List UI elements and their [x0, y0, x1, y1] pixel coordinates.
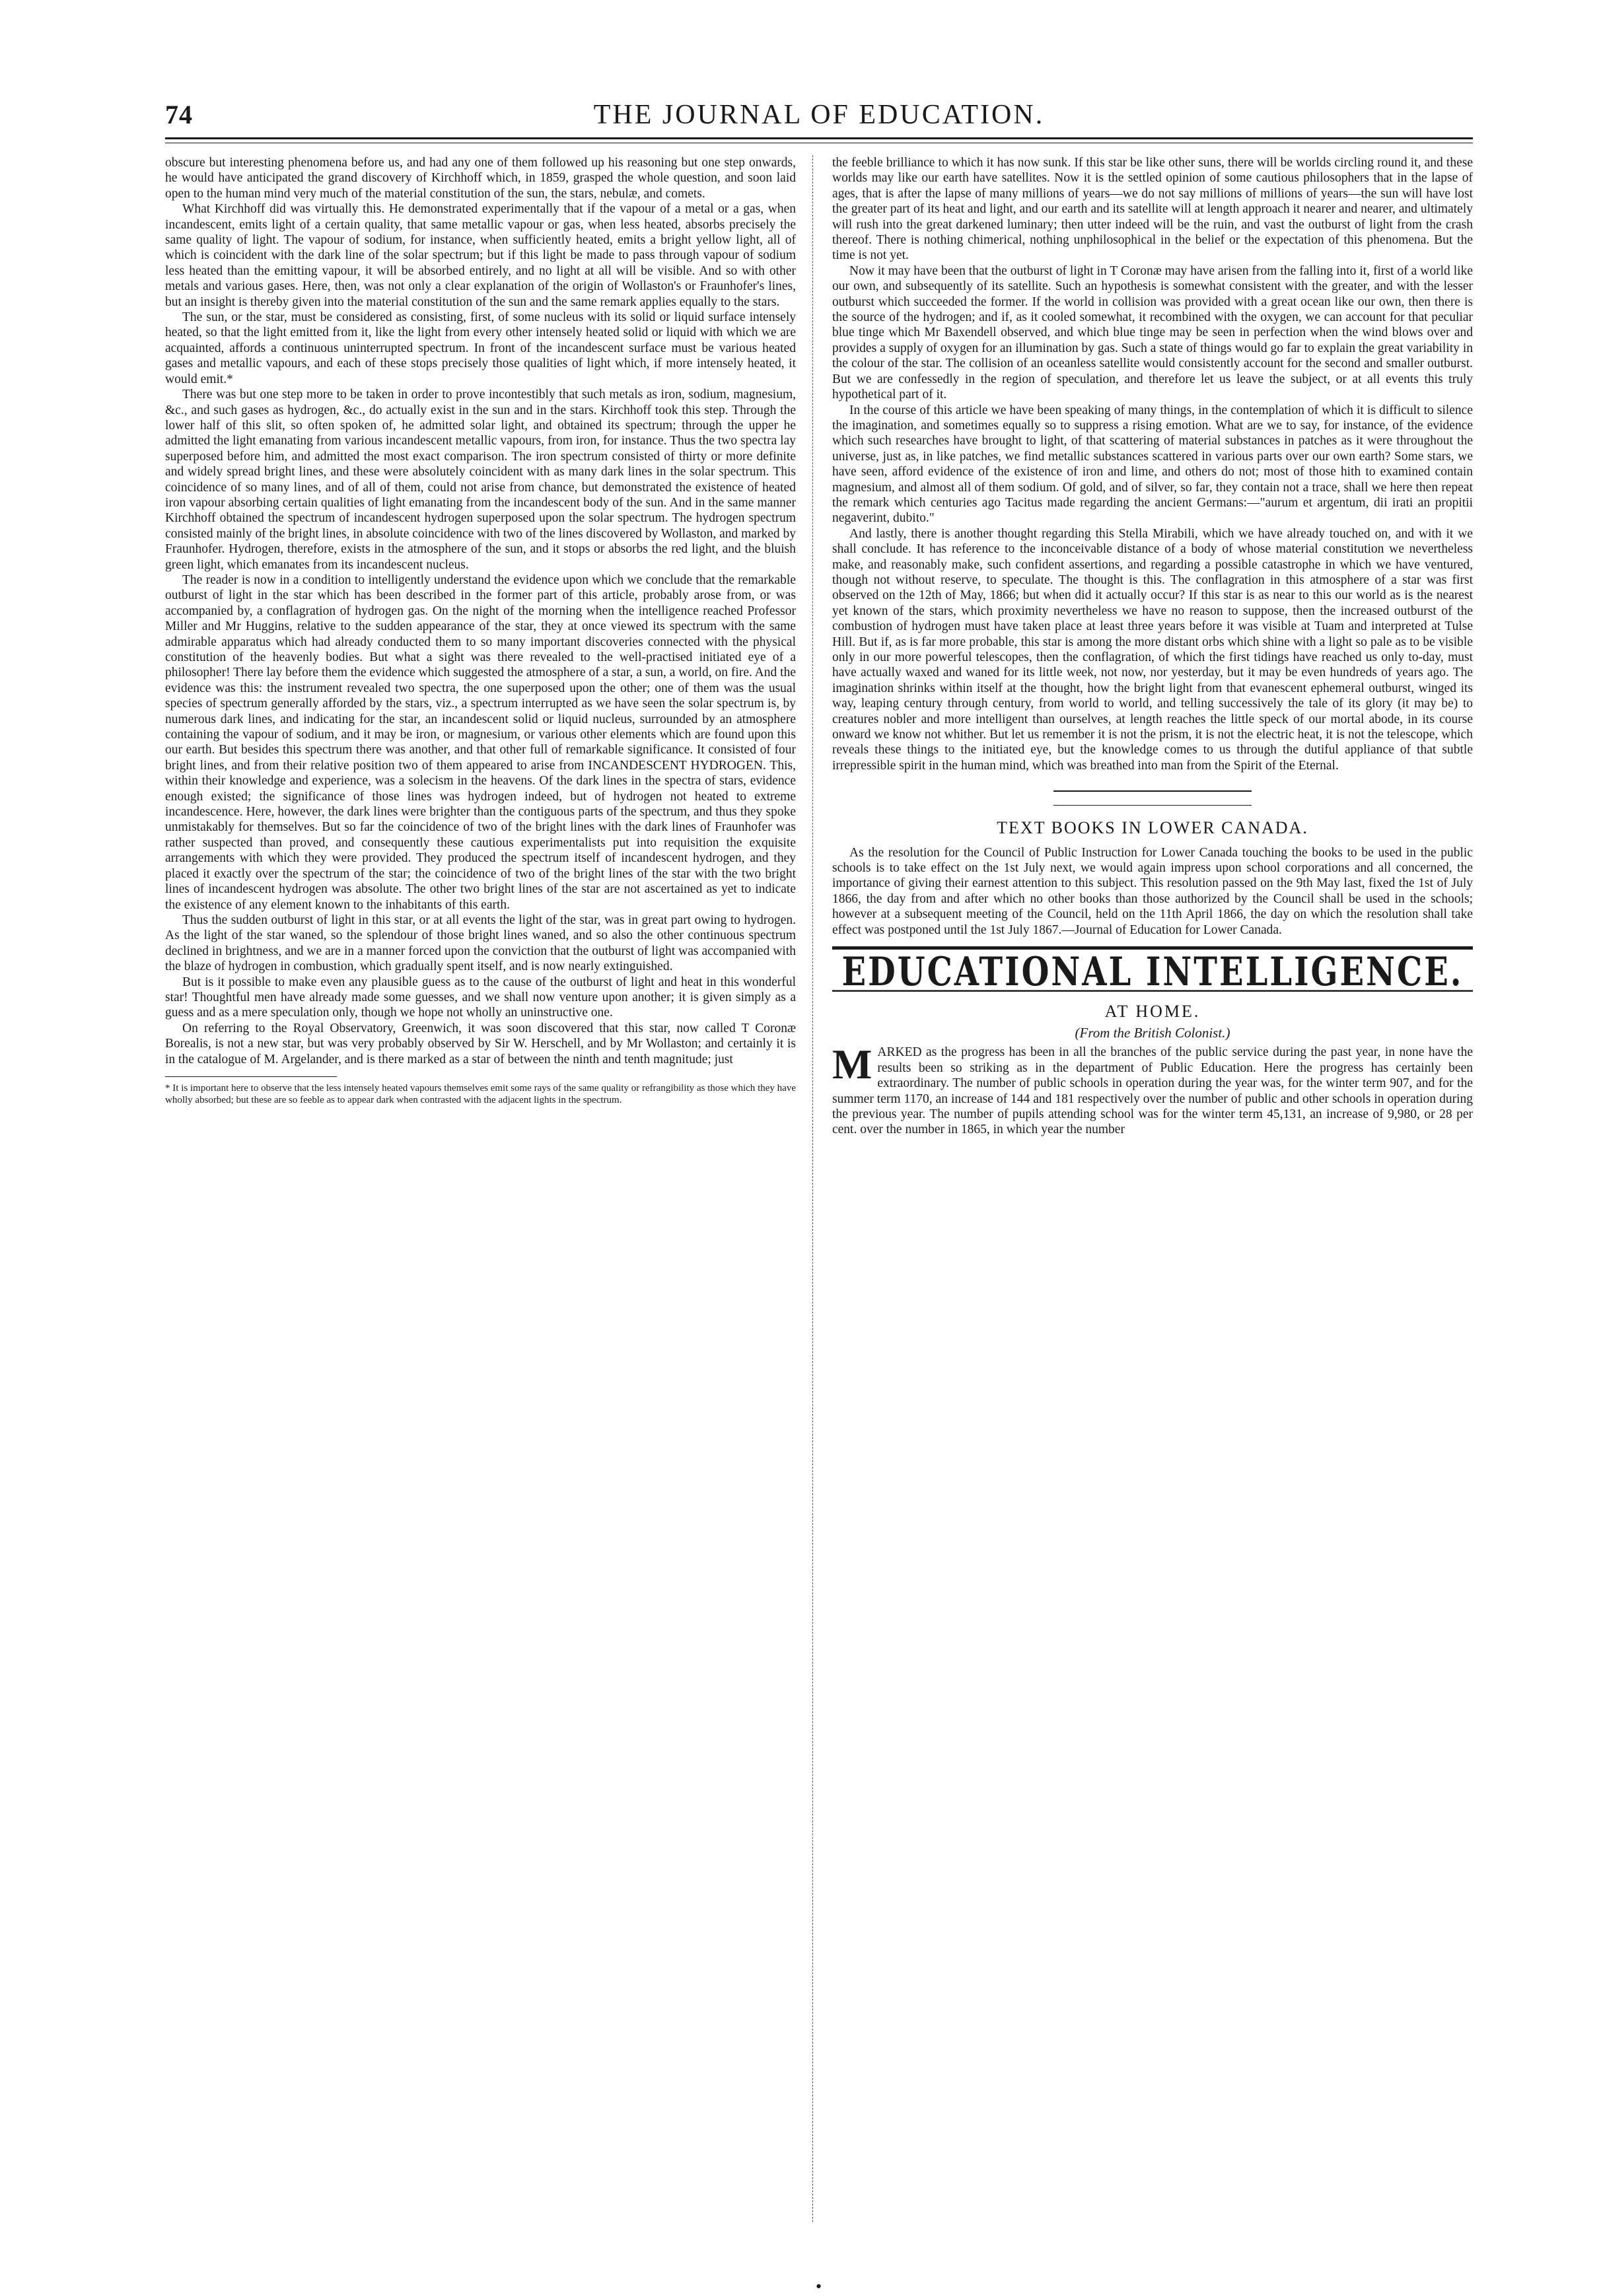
section-subhead: AT HOME.: [1104, 1001, 1201, 1021]
drop-cap: M: [832, 1041, 872, 1088]
textbooks-title: TEXT BOOKS IN LOWER CANADA.: [997, 818, 1308, 838]
article-paragraph: What Kirchhoff did was virtually this. He demonstrated experimentally that if the vapour of a metal or a gas, when incandescent, emits light of a certain quality, that same metallic vapour or gas, when less heated, absorbs precisely the same quality of light. The vapour of sodium, for instance, when sufficiently heated, emits a bright yellow light, all of which is coincident with the dark line of the solar spectrum; but if this light be made to pass through vapour of sodium less heated than the emitting vapour, it will be absorbed entirely, and no light at all will be visible. And so with other metals and various gases. Here, then, was not only a clear explanation of the origin of Wollaston's or Fraunhofer's lines, but an insight is thereby given into the material constitution of the sun and the same remark applies equally to the stars.: [165, 202, 796, 309]
running-title: THE JOURNAL OF EDUCATION.: [593, 100, 1045, 130]
article-paragraph: On referring to the Royal Observatory, Greenwich, it was soon discovered that this star, now called T Coronæ Borealis, is not a new star, but was very probably observed by Sir W. Herschell, and by Mr Wollaston; and certainly it is in the catalogue of M. Argelander, and is there marked as a star of between the ninth and tenth magnitude; just: [165, 1021, 796, 1066]
educational-body: [832, 1041, 1473, 1137]
left-column: [165, 155, 796, 2176]
header-rule: [165, 137, 1473, 139]
source-credit: (From the British Colonist.): [1075, 1024, 1230, 1041]
article-paragraph: obscure but interesting phenomena before us, and had any one of them followed up his reasoning but one step onwards, he would have anticipated the grand discovery of Kirchhoff which, in 1859, grasped the whole question, and soon laid open to the human mind very much of the material constitution of the sun, the stars, nebulæ, and comets.: [165, 156, 796, 201]
article-paragraph: The reader is now in a condition to intelligently understand the evidence upon which we conclude that the remarkable outburst of light in the star which has been described in the former part of this article, probably arose from, or was accompanied by, a conflagration of hydrogen gas. On the night of the morning when the intelligence reached Professor Miller and Mr Huggins, relative to the sudden appearance of the star, they at once viewed its spectrum with the same admirable apparatus which had already conducted them to so many important discoveries connected with the physical constitution of the heavenly bodies. But what a sight was there revealed to the well-practised initiated eye of a philosopher! There lay before them the evidence which suggested the atmosphere of a star, a sun, a world, on fire. And the evidence was this: the instrument revealed two spectra, the one superposed upon the other; one of them was the usual species of spectrum generally afforded by the stars, viz., a spectrum interrupted as we have seen the solar spectrum is, by numerous dark lines, and indicating for the star, an incandescent solid or liquid nucleus, surrounded by an atmosphere containing the vapour of sodium, and it may be iron, or magnesium, or various other elements which are found upon this our earth. But besides this spectrum there was another, and that other full of remarkable significance. It consisted of four bright lines, and from their relative position two of them appeared to arise from INCANDESCENT HYDROGEN. This, within their knowledge and experience, was a solecism in the heavens. Of the dark lines in the spectra of stars, evidence enough existed; the significance of those lines was hydrogen indeed, but of hydrogen not heated to extreme incandescence. Here, however, the dark lines were brighter than the contiguous parts of the spectrum, and thus they spoke unmistakably for themselves. But so far the coincidence of two of the bright lines with the dark lines of Fraunhofer was rather suspected than proved, and consequently these cautious experimentalists put into requisition the exquisite arrangements with which they were provided. They produced the spectrum itself of incandescent hydrogen, and they placed it exactly over the spectrum of the star; the coincidence of two of the bright lines of the star with the two bright lines of incandescent hydrogen was absolute. The other two bright lines of the star are not ascertained as yet to indicate the existence of any element known to the inhabitants of this earth.: [165, 573, 796, 912]
page-mark: •: [816, 2277, 822, 2296]
article-paragraph: Thus the sudden outburst of light in this star, or at all events the light of the star, was in great part owing to hydrogen. As the light of the star waned, so the splendour of those bright lines waned, and so also the other continuous spectrum declined in brightness, and we are in a manner forced upon the conviction that the outburst of light was accompanied with the blaze of hydrogen in combustion, which gradually spent itself, and is now nearly extinguished.: [165, 913, 796, 974]
column-divider: [812, 155, 813, 2222]
article-paragraph: In the course of this article we have been speaking of many things, in the contemplation of which it is difficult to silence the imagination, and sometimes equally so to suppress a rising emotion. What are we to say, for instance, of the evidence which such researches have brought to light, of that scattering of material substances in patches as it were throughout the universe, just as, in like patches, we find metallic substances scattered in various parts over our own earth? Some stars, we have seen, afford evidence of the existence of iron and lime, and others do not; most of those hith to examined contain magnesium, and almost all of them sodium. Of gold, and of silver, so far, they contain not a trace, shall we here then repeat the remark which centuries ago Tacitus made regarding the ancient Germans:—"aurum et argentum, dii irati an propitii negaverint, dubito.": [832, 403, 1473, 526]
page-number: 74: [165, 100, 193, 129]
article-paragraph: Now it may have been that the outburst of light in T Coronæ may have arisen from the falling into it, first of a world like our own, and subsequently of its satellite. Such an hypothesis is somewhat consistent with the greater, and with the lesser outburst which succeeded the former. If the world in collision was provided with a great ocean like our own, then there is the source of the hydrogen; and if, as it cooled somewhat, it recombined with the oxygen, we can account for that peculiar blue tinge which Mr Baxendell observed, and which blue tinge may be seen in perfection when the wind blows over and provides a supply of oxygen for an illumination by gas. Such a state of things would go far to explain the great variability in the colour of the star. The collision of an oceanless satellite would consistently account for the second and smaller outburst. But we are confessedly in the region of speculation, and therefore let us leave the subject, or at all events this truly hypothetical part of it.: [832, 263, 1473, 402]
page-header: [165, 99, 1473, 139]
journal-page: [165, 99, 1473, 2296]
section-rule-thin: [1053, 805, 1252, 806]
section-banner: EDUCATIONAL INTELLIGENCE.: [832, 946, 1473, 992]
article-paragraph: There was but one step more to be taken in order to prove incontestibly that such metals as iron, sodium, magnesium, &c., and such gases as hydrogen, &c., do actually exist in the sun and in the stars. Kirchhoff took this step. Through the lower half of this slit, so often spoken of, he admitted solar light, and obtained its spectrum; through the upper he admitted the light emanating from various incandescent metallic vapours, from iron, for instance. Thus the two spectra lay superposed before him, and admitted the most exact comparison. The iron spectrum consisted of thirty or more definite and widely spread bright lines, and these were absolutely coincident with as many dark lines in the solar spectrum. This coincidence of so many lines, and of all of them, could not arise from chance, but demonstrated the existence of heated iron vapour absorbing certain qualities of light emanating from the incandescent body of the sun. And in the same manner Kirchhoff obtained the spectrum of incandescent hydrogen superposed upon the solar spectrum. The hydrogen spectrum consisted mainly of the bright lines, in absolute coincidence with two of the lines discovered by Wollaston, and marked by Fraunhofer. Hydrogen, therefore, exists in the atmosphere of the sun, and it stops or absorbs the red light, and the bluish green light, which emanates from its incandescent nucleus.: [165, 388, 796, 572]
educational-text: ARKED as the progress has been in all the branches of the public service during the past year, in none have the results been so striking as in the department of Public Education. Here the progress has certainly been extraordinary. The number of public schools in operation during the year was, for the winter term 907, and for the summer term 1170, an increase of 144 and 181 respectively over the number of public and other schools in operation during the previous year. The number of pupils attending school was for the winter term 45,131, an increase of 9,980, or 28 per cent. over the number in 1865, in which year the number: [832, 1045, 1473, 1137]
right-column: [832, 155, 1473, 2225]
footnote-rule: [165, 1076, 337, 1077]
section-rule: [1053, 790, 1252, 792]
textbooks-body: As the resolution for the Council of Public Instruction for Lower Canada touching the books to be used in the public schools is to take effect on the 1st July next, we would again impress upon school corporations and all concerned, the importance of giving their earnest attention to this subject. This resolution passed on the 9th May last, fixed the 1st of July 1866, the day from and after which no other books than those authorized by the Council shall be used in the schools; however at a subsequent meeting of the Council, held on the 11th April 1866, the day on which the resolution shall take effect was postponed until the 1st July 1867.—Journal of Education for Lower Canada.: [832, 845, 1473, 937]
article-paragraph: And lastly, there is another thought regarding this Stella Mirabili, which we have already touched on, and with it we shall conclude. It has reference to the inconceivable distance of a body of whose material constitution we nevertheless make, and reasonably make, such confident assertions, and regarding a possible catastrophe in which we have ventured, though not without reserve, to speculate. The thought is this. The conflagration in this atmosphere of a star was first observed on the 12th of May, 1866; but when did it actually occur? If this star is as near to this our world as is the nearest yet known of the stars, which proximity nevertheless we have no reason to suppose, then the increased outburst of the combustion of hydrogen must have taken place at least three years before it was visible at Tuam and interpreted at Tulse Hill. But if, as is far more probable, this star is among the more distant orbs which shine with a light so pale as to be visible only in our more powerful telescopes, then the conflagration, of which the first tidings have reached us only to-day, must have actually waxed and waned for its little week, not now, nor yesterday, but it may be even hundreds of years ago. The imagination shrinks within itself at the thought, how the bright light from that evanescent ephemeral outburst, winged its way, leaping century through century, from world to world, and telling successively the tale of its glory (it may be) to creatures nobler and more intelligent than ourselves, at length reaches the little speck of our mortal abode, in its course onward we know not whither. But let us remember it is not the prism, it is not the electric heat, it is not the telescope, which reveals these things to the initiated eye, but the knowledge comes to us through the dutiful appliance of that subtle irrepressible spirit in the human mind, which was breathed into man from the Spirit of the Eternal.: [832, 526, 1473, 773]
article-paragraph: But is it possible to make even any plausible guess as to the cause of the outburst of light and heat in this wonderful star! Thoughtful men have already made some guesses, and we shall now venture upon another; it is given simply as a guess and as a mere speculation only, though we hope not wholly an uninstructive one.: [165, 975, 796, 1020]
footnote: * It is important here to observe that the less intensely heated vapours themselves emit some rays of the same quality or refrangibility as those which they have wholly absorbed; but these are so feeble as to appear dark when contrasted with the adjacent lights in the spectrum.: [165, 1082, 796, 1105]
article-paragraph: The sun, or the star, must be considered as consisting, first, of some nucleus with its solid or liquid surface intensely heated, so that the light emitted from it, like the light from every other intensely heated solid or liquid with which we are acquainted, affords a continuous uninterrupted spectrum. In front of the incandescent surface must be various heated gases and metallic vapours, and each of these stops precisely those qualities of light which, if more intensely heated, it would emit.*: [165, 310, 796, 386]
article-paragraph: the feeble brilliance to which it has now sunk. If this star be like other suns, there will be worlds circling round it, and these worlds may like our earth have satellites. Now it is the settled opinion of some cautious philosophers that in the lapse of ages, that is after the lapse of many millions of years—we do not say millions of millions of years—the sun will have lost the greater part of its heat and light, and our earth and its satellite will at length approach it nearer and nearer, and ultimately will rush into the great darkened luminary; then utter indeed will be the ruin, and vast the outburst of light from the crash thereof. There is nothing chimerical, nothing unphilosophical in the belief or the expectation of this phenomena. But the time is not yet.: [832, 156, 1473, 263]
